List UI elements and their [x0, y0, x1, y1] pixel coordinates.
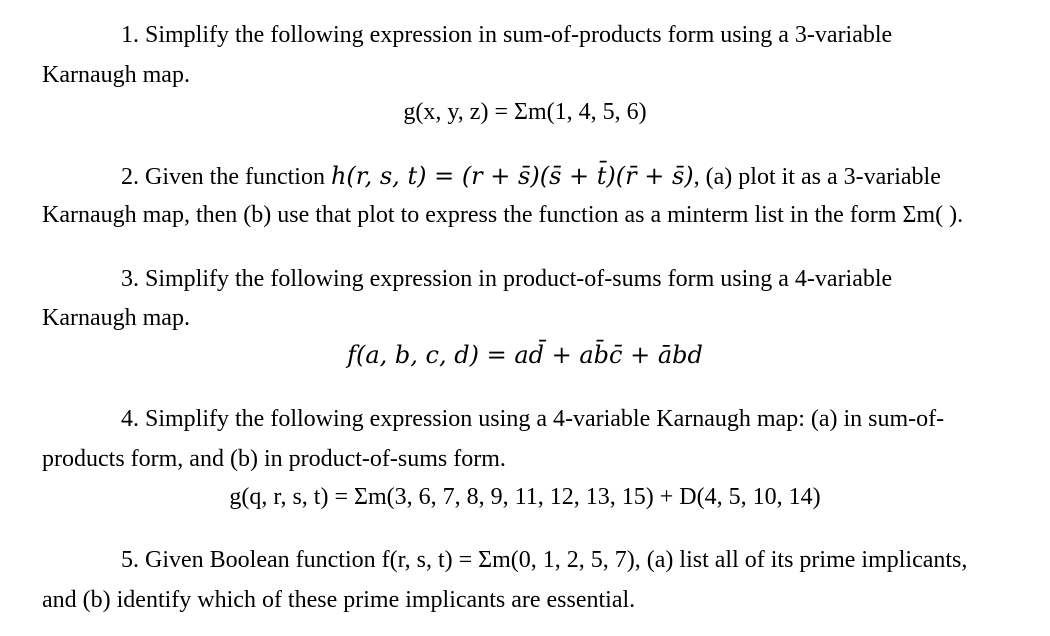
problem-2-text-post: , (a) plot it as a 3-variable	[693, 164, 941, 190]
problem-1-formula: g(x, y, z) = Σm(1, 4, 5, 6)	[403, 99, 647, 125]
problem-4-formula: g(q, r, s, t) = Σm(3, 6, 7, 8, 9, 11, 12, 13, 15) + D(4, 5, 10, 14)	[229, 484, 821, 510]
problem-4-line-2: products form, and (b) in product-of-sums form.	[42, 446, 506, 472]
problem-1-line-1: 1. Simplify the following expression in sum-of-products form using a 3-variable	[121, 22, 893, 48]
problem-2-text-pre: 2. Given the function	[121, 164, 331, 190]
problem-5-line-1: 5. Given Boolean function f(r, s, t) = Σm(0, 1, 2, 5, 7), (a) list all of its prime implicants,	[121, 547, 968, 573]
problem-3-line-2: Karnaugh map.	[42, 305, 190, 331]
problem-2-formula: h(r, s, t) = (r + s̄)(s̄ + t̄)(r̄ + s̄)	[330, 162, 694, 190]
problem-3-formula: f(a, b, c, d) = ad̄ + ab̄c̄ + ābd	[347, 341, 703, 369]
problem-2-line-2: Karnaugh map, then (b) use that plot to express the function as a minterm list in the form Σm( ).	[42, 202, 964, 228]
problem-4-line-1: 4. Simplify the following expression using a 4-variable Karnaugh map: (a) in sum-of-	[121, 406, 945, 432]
problem-1-line-2: Karnaugh map.	[42, 62, 190, 88]
problem-3-line-1: 3. Simplify the following expression in product-of-sums form using a 4-variable	[121, 266, 893, 292]
problem-2-line-1	[0, 161, 1050, 192]
problem-5-line-2: and (b) identify which of these prime implicants are essential.	[42, 587, 636, 613]
